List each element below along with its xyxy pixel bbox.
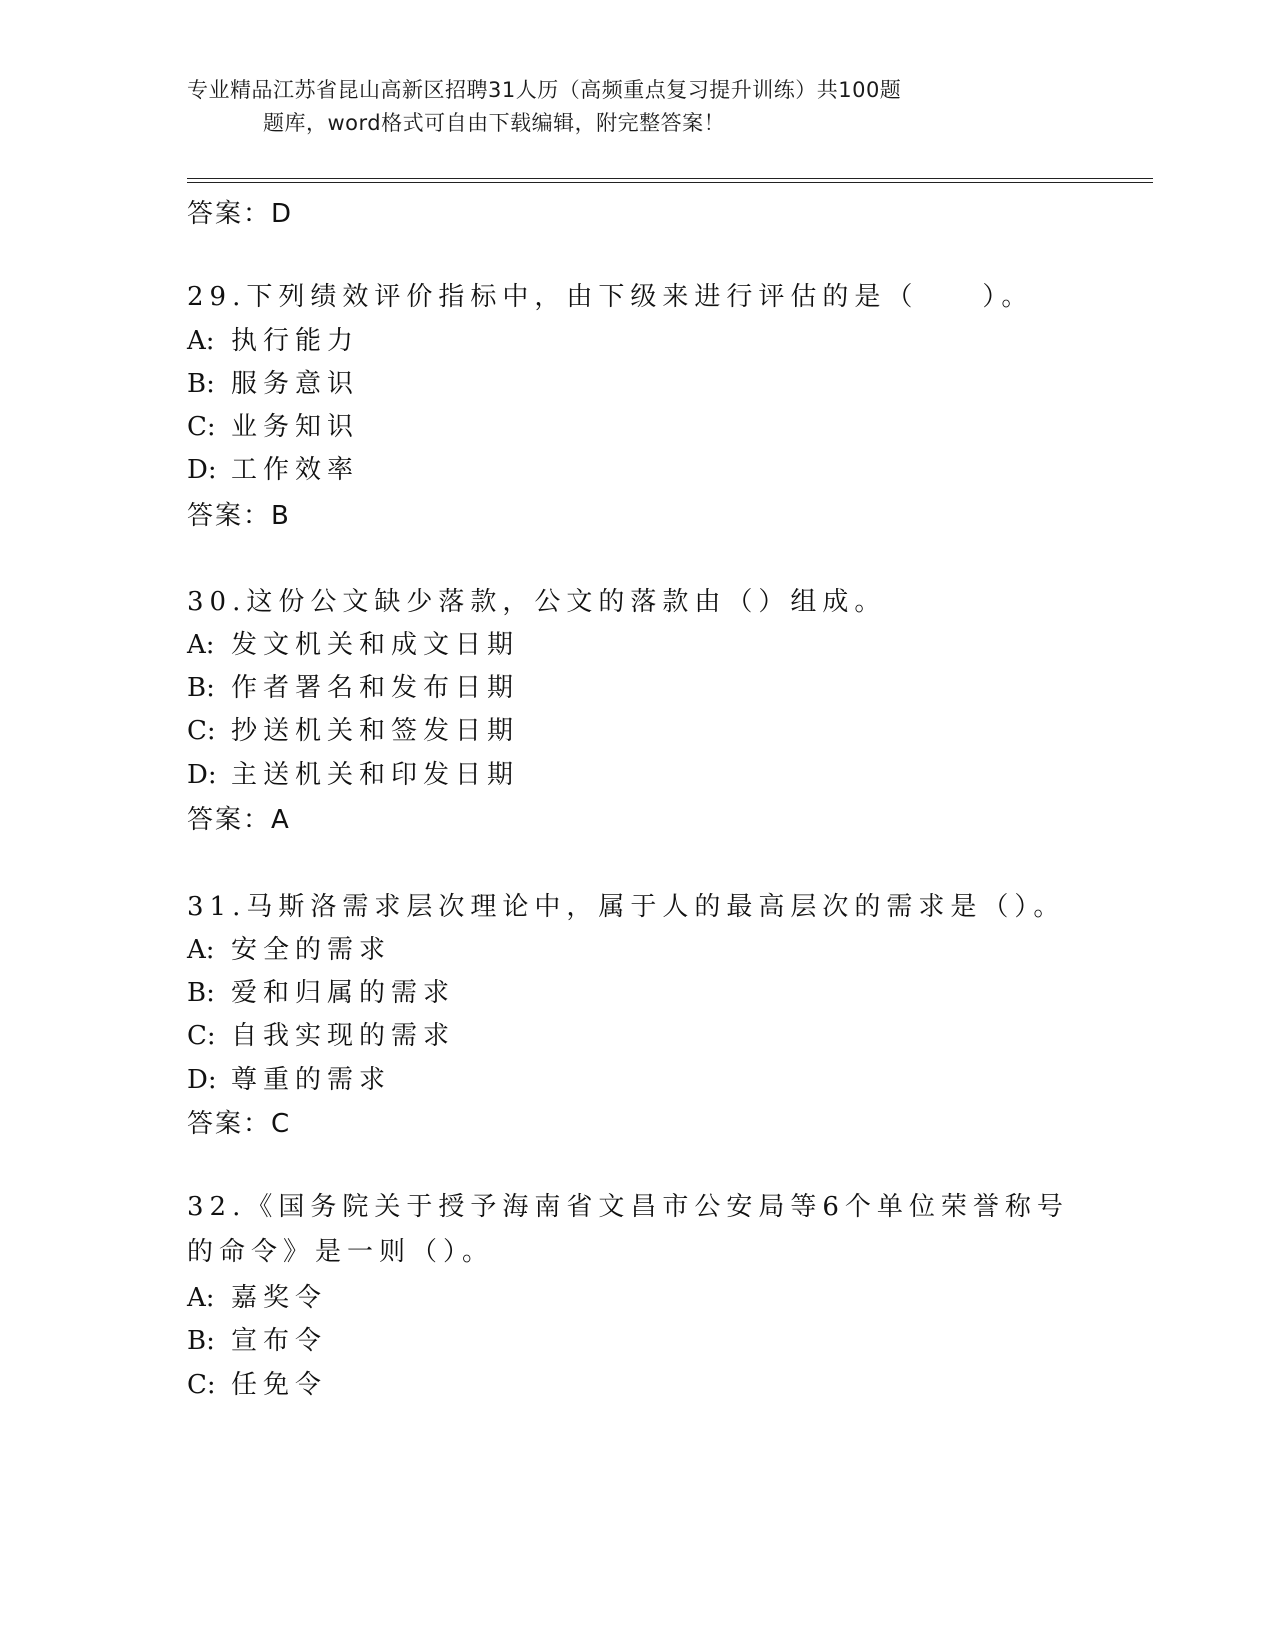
option-b <box>187 1320 327 1357</box>
option-a <box>187 320 359 357</box>
answer-line: 答案：D <box>187 199 294 229</box>
option-text: 安全的需求 <box>231 935 392 965</box>
option-d <box>187 1059 391 1096</box>
option-letter: C: <box>187 412 216 442</box>
option-text: 发文机关和成文日期 <box>231 630 520 660</box>
header-title-line1: 专业精品江苏省昆山高新区招聘31人历（高频重点复习提升训练）共100题 <box>187 78 902 102</box>
header-title-line2: 题库，word格式可自由下载编辑，附完整答案！ <box>263 111 726 135</box>
option-text: 尊重的需求 <box>231 1065 392 1095</box>
question-text: 31.马斯洛需求层次理论中，属于人的最高层次的需求是（）。 <box>187 892 1066 922</box>
answer-line: 答案：A <box>187 805 291 835</box>
option-a <box>187 929 391 966</box>
option-letter: C: <box>187 1021 216 1051</box>
option-d <box>187 449 359 486</box>
question-text: 32.《国务院关于授予海南省文昌市公安局等6个单位荣誉称号的命令》是一则（）。 <box>187 1192 1069 1267</box>
option-text: 作者署名和发布日期 <box>231 673 520 703</box>
option-text: 业务知识 <box>231 412 360 442</box>
option-letter: B: <box>187 369 215 399</box>
option-b <box>187 972 455 1009</box>
option-letter: C: <box>187 1370 216 1400</box>
option-text: 爱和归属的需求 <box>231 978 456 1008</box>
answer-line: 答案：C <box>187 1109 292 1139</box>
option-c <box>187 1364 327 1401</box>
option-letter: C: <box>187 716 216 746</box>
option-text: 任免令 <box>231 1370 328 1400</box>
option-text: 抄送机关和签发日期 <box>231 716 520 746</box>
option-b <box>187 363 359 400</box>
question-text: 29.下列绩效评价指标中，由下级来进行评估的是（ ）。 <box>187 282 1034 312</box>
option-b <box>187 667 519 704</box>
header-divider-top <box>187 178 1153 179</box>
page-header <box>187 74 1087 140</box>
option-letter: B: <box>187 978 215 1008</box>
question-text: 30.这份公文缺少落款，公文的落款由（）组成。 <box>187 587 887 617</box>
option-letter: A: <box>187 630 215 660</box>
option-letter: D: <box>187 1065 217 1095</box>
option-letter: A: <box>187 1283 215 1313</box>
option-text: 服务意识 <box>231 369 360 399</box>
option-c <box>187 406 359 443</box>
option-a <box>187 624 519 661</box>
option-letter: D: <box>187 760 217 790</box>
option-letter: B: <box>187 1326 215 1356</box>
option-text: 主送机关和印发日期 <box>231 760 520 790</box>
option-letter: A: <box>187 326 215 356</box>
option-letter: B: <box>187 673 215 703</box>
option-d <box>187 754 519 791</box>
option-text: 自我实现的需求 <box>231 1021 456 1051</box>
header-divider-bottom <box>187 182 1153 183</box>
option-text: 嘉奖令 <box>231 1283 328 1313</box>
option-c <box>187 710 519 747</box>
answer-line: 答案：B <box>187 501 291 531</box>
option-letter: D: <box>187 455 217 485</box>
option-a <box>187 1277 327 1314</box>
option-text: 宣布令 <box>231 1326 328 1356</box>
option-text: 工作效率 <box>231 455 360 485</box>
option-text: 执行能力 <box>231 326 360 356</box>
option-c <box>187 1015 455 1052</box>
option-letter: A: <box>187 935 215 965</box>
